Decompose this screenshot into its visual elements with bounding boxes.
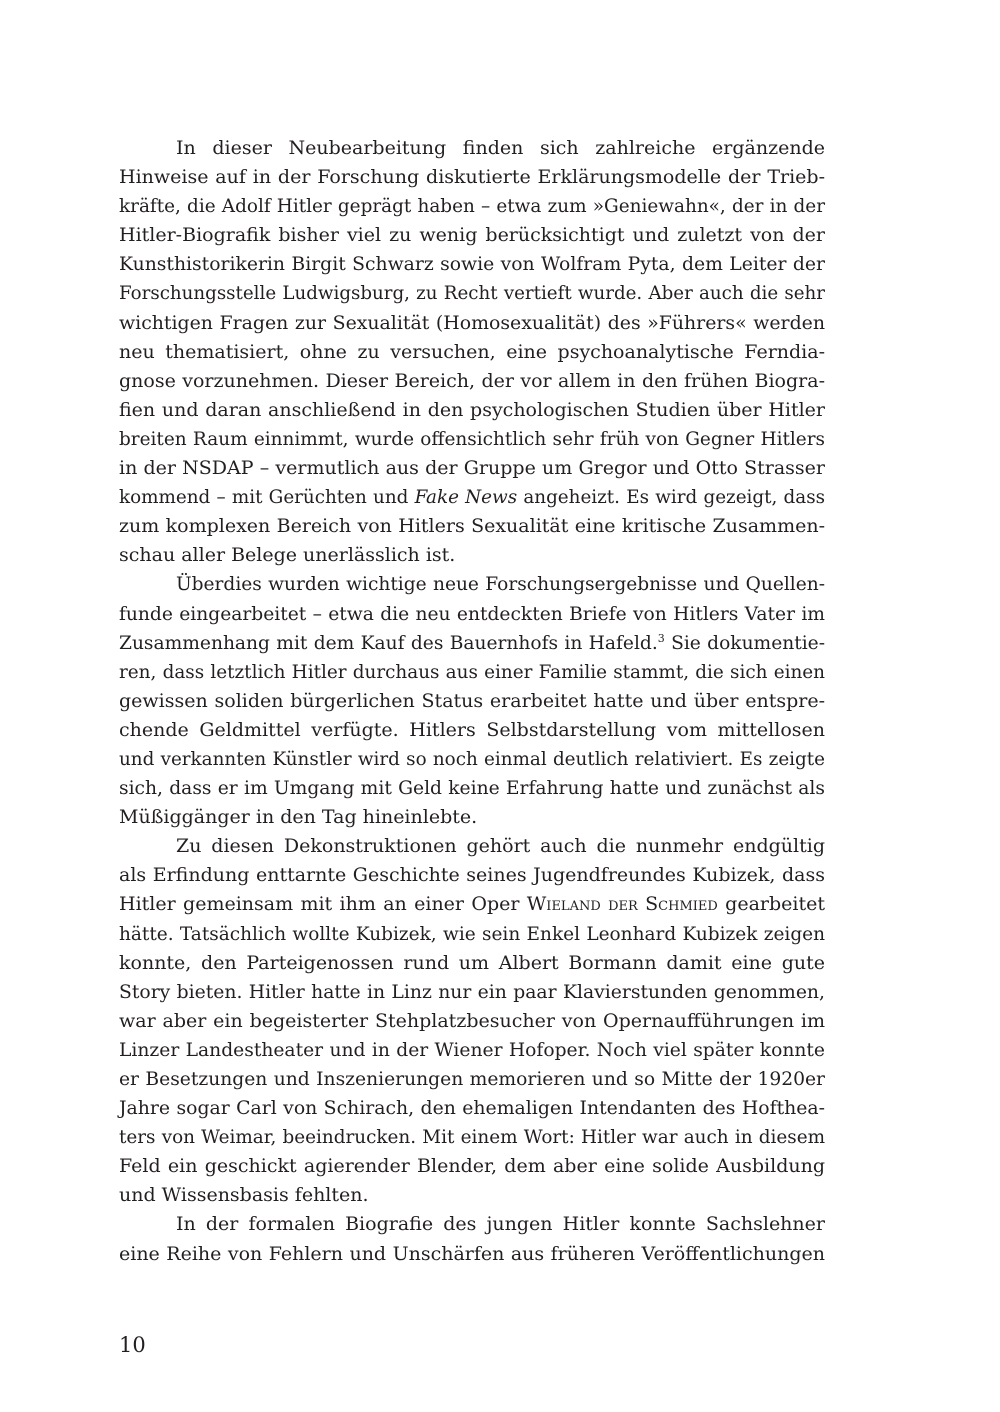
text-line: eine Reihe von Fehlern und Unschärfen aus früheren Veröffentlichungen <box>119 1242 825 1265</box>
text-line <box>119 629 825 658</box>
body-text <box>119 134 825 1269</box>
text-line: Müßiggänger in den Tag hineinlebte. <box>119 806 478 829</box>
text-line: breiten Raum einnimmt, wurde offensichtlich sehr früh von Gegner Hitlers <box>119 428 825 450</box>
text-line: Jahre sogar Carl von Schirach, den ehemaligen Intendanten des Hofthea- <box>119 1098 825 1120</box>
text-line: zum komplexen Bereich von Hitlers Sexualität eine kritische Zusammen- <box>119 515 825 538</box>
page-number: 10 <box>119 1333 146 1357</box>
text-line: neu thematisiert, ohne zu versuchen, eine psychoanalytische Ferndia- <box>119 340 825 363</box>
text-line: wichtigen Fragen zur Sexualität (Homosexualität) des »Führers« werden <box>119 311 825 334</box>
text-line: fien und daran anschließend in den psychologischen Studien über Hitler <box>119 398 825 421</box>
text-line: konnte, den Parteigenossen rund um Albert Bormann damit eine gute <box>119 951 825 974</box>
text-line: Überdies wurden wichtige neue Forschungsergebnisse und Quellen- <box>176 574 825 596</box>
text-line: war aber ein begeisterter Stehplatzbesucher von Opernaufführungen im <box>119 1009 825 1032</box>
text-line: ters von Weimar, beeindrucken. Mit einem Wort: Hitler war auch in diesem <box>119 1127 825 1149</box>
text-line: sich, dass er im Umgang mit Geld keine Erfahrung hatte und zunächst als <box>119 778 825 800</box>
text-run: gearbeitet <box>717 893 825 916</box>
text-line: Forschungsstelle Ludwigsburg, zu Recht vertieft wurde. Aber auch die sehr <box>119 283 825 305</box>
text-line: funde eingearbeitet – etwa die neu entdeckten Briefe von Hitlers Vater im <box>119 603 825 625</box>
text-line: Story bieten. Hitler hatte in Linz nur ein paar Klavierstunden genommen, <box>119 981 825 1003</box>
text-line: kräfte, die Adolf Hitler geprägt haben – etwa zum »Geniewahn«, der in der <box>119 196 825 218</box>
text-run: Zusammenhang mit dem Kauf des Bauernhofs in Hafeld. <box>119 632 658 654</box>
text-line <box>119 890 825 919</box>
text-line: gewissen soliden bürgerlichen Status erarbeitet hatte und über entspre- <box>119 689 825 712</box>
text-line <box>119 483 825 512</box>
text-line: gnose vorzunehmen. Dieser Bereich, der vor allem in den frühen Biogra- <box>119 369 825 392</box>
text-run: Sie dokumentie- <box>664 632 825 654</box>
text-line: und Wissensbasis fehlten. <box>119 1184 369 1207</box>
text-line: In der formalen Biografie des jungen Hitler konnte Sachslehner <box>176 1213 825 1236</box>
text-line: Hitler-Biografik bisher viel zu wenig berücksichtigt und zuletzt von der <box>119 224 825 247</box>
text-line: chende Geldmittel verfügte. Hitlers Selbstdarstellung vom mittellosen <box>119 718 825 741</box>
text-line: schau aller Belege unerlässlich ist. <box>119 544 456 567</box>
text-line: er Besetzungen und Inszenierungen memorieren und so Mitte der 1920er <box>119 1069 825 1090</box>
text-line: Zu diesen Dekonstruktionen gehört auch die nunmehr endgültig <box>176 835 825 858</box>
text-line: Linzer Landestheater und in der Wiener Hofoper. Noch viel später konnte <box>119 1039 825 1061</box>
text-line: in der NSDAP – vermutlich aus der Gruppe um Gregor und Otto Strasser <box>119 457 825 480</box>
text-run: Hitler gemeinsam mit ihm an einer Oper <box>119 893 527 916</box>
text-line: In dieser Neubearbeitung finden sich zahlreiche ergänzende <box>176 137 825 159</box>
footnote-marker[interactable]: 3 <box>657 631 665 645</box>
text-line: ren, dass letztlich Hitler durchaus aus einer Familie stammt, die sich einen <box>119 661 825 683</box>
text-line: Kunsthistorikerin Birgit Schwarz sowie von Wolfram Pyta, dem Leiter der <box>119 254 825 276</box>
text-line: Hinweise auf in der Forschung diskutierte Erklärungsmodelle der Trieb- <box>119 166 825 189</box>
opera-title: Wieland der Schmied <box>526 893 718 916</box>
text-line: als Erfindung enttarnte Geschichte seines Jugendfreundes Kubizek, dass <box>119 864 825 887</box>
text-line: hätte. Tatsächlich wollte Kubizek, wie sein Enkel Leonhard Kubizek zeigen <box>119 923 825 945</box>
italic-term: Fake News <box>414 487 518 509</box>
text-line: und verkannten Künstler wird so noch einmal deutlich relativiert. Es zeigte <box>119 748 825 770</box>
text-line: Feld ein geschickt agierender Blender, dem aber eine solide Ausbildung <box>119 1155 825 1178</box>
text-run: kommend – mit Gerüchten und <box>119 487 415 509</box>
text-run: angeheizt. Es wird gezeigt, dass <box>517 487 826 509</box>
